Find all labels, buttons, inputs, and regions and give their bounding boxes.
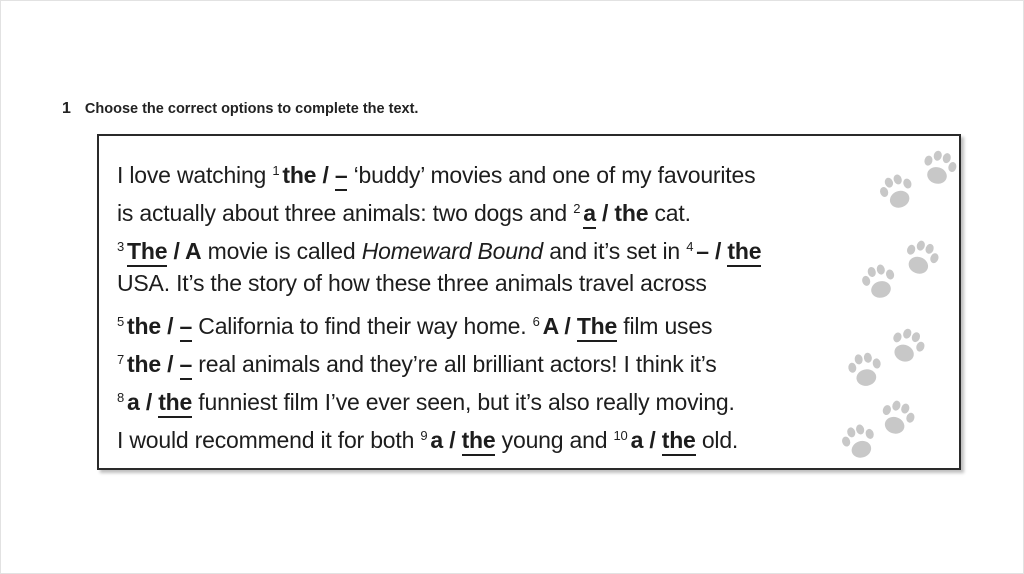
paw-print-icon <box>912 141 966 195</box>
exercise-instruction: Choose the correct options to complete the text. <box>84 101 419 117</box>
answer-gap-1: – <box>335 162 348 191</box>
paw-print-icon <box>878 317 935 374</box>
text-line-3: $^3$ The / A movie is called Homeward Bound and it’s set in $^4$ – / the <box>117 228 761 266</box>
answer-gap-3: The <box>127 238 167 267</box>
gap-number: 5 <box>117 314 125 330</box>
text-line-1: I love watching $^1$ the / – ‘buddy’ movies and one of my favourites <box>117 152 761 190</box>
gap-number: 10 <box>613 427 628 443</box>
answer-gap-9: the <box>462 427 496 456</box>
gap-number: 4 <box>686 238 694 254</box>
exercise-text-box <box>97 134 961 470</box>
gap-number: 9 <box>420 427 428 443</box>
text-line-5: $^5$ the / – California to find their way home. $^6$ A / The film uses <box>117 303 761 341</box>
text-line-4: USA. It’s the story of how these three animals travel across <box>117 270 707 297</box>
gap-number: 7 <box>117 351 125 367</box>
text-line-6: $^7$ the / – real animals and they’re all brilliant actors! I think it’s <box>117 341 761 379</box>
answer-gap-7: – <box>180 351 193 380</box>
answer-gap-6: The <box>577 313 617 342</box>
answer-gap-10: the <box>662 427 696 456</box>
gap-number: 8 <box>117 389 125 405</box>
exercise-number: 1 <box>62 100 71 117</box>
gap-number: 2 <box>573 200 581 216</box>
answer-gap-2: a <box>583 200 596 229</box>
answer-gap-5: – <box>180 313 193 342</box>
paw-print-icon <box>893 230 949 286</box>
answer-gap-8: the <box>158 389 192 418</box>
exercise-text <box>117 152 761 454</box>
movie-title: Homeward Bound <box>361 237 543 264</box>
gap-number: 3 <box>117 238 125 254</box>
text-line-8: I would recommend it for both $^9$ a / the young and $^{10}$ a / the old. <box>117 417 761 455</box>
gap-number: 1 <box>272 163 280 178</box>
answer-gap-4: the <box>727 238 761 267</box>
text-line-2: is actually about three animals: two dogs and $^2$ a / the cat. <box>117 190 761 228</box>
gap-number: 6 <box>532 314 540 330</box>
text-line-7: $^8$ a / the funniest film I’ve ever seen, but it’s also really moving. <box>117 379 761 417</box>
exercise-header <box>62 100 418 118</box>
